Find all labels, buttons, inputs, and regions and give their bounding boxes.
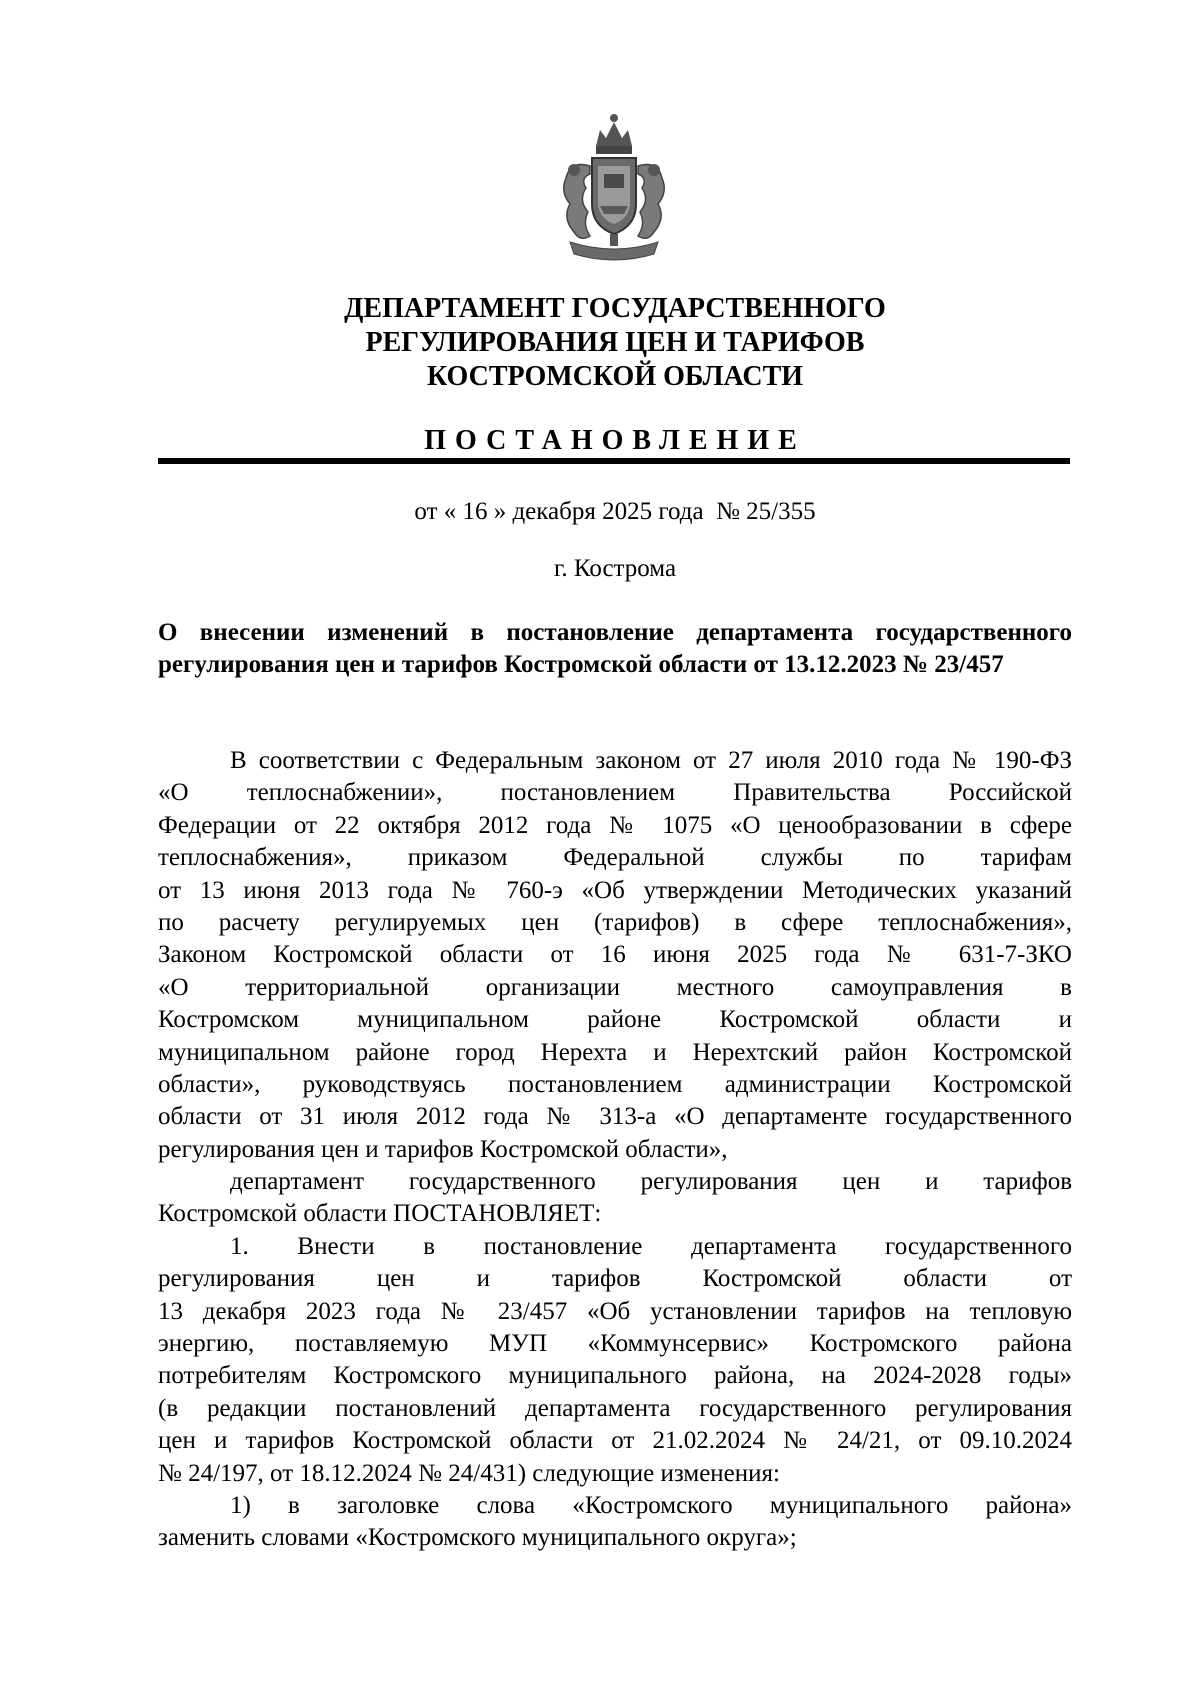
organization-name-line: КОСТРОМСКОЙ ОБЛАСТИ: [426, 361, 804, 392]
body-line: области от 31 июля 2012 года № 313-а «О департаменте государственного: [158, 1103, 1072, 1131]
document-body: [158, 745, 1072, 1555]
body-line: области», руководствуясь постановлением администрации Костромской: [158, 1070, 1072, 1098]
body-line: «О теплоснабжении», постановлением Правительства Российской: [158, 779, 1072, 807]
body-line: Законом Костромской области от 16 июня 2025 года № 631-7-ЗКО: [158, 941, 1072, 969]
document-type-title: ПОСТАНОВЛЕНИЕ: [424, 425, 806, 456]
body-line: энергию, поставляемую МУП «Коммунсервис» Костромского района: [158, 1330, 1072, 1358]
body-line: 13 декабря 2023 года № 23/457 «Об установлении тарифов на тепловую: [158, 1297, 1072, 1325]
organization-name-line: РЕГУЛИРОВАНИЯ ЦЕН И ТАРИФОВ: [365, 327, 865, 358]
body-line: потребителям Костромского муниципального района, на 2024-2028 годы»: [158, 1362, 1072, 1390]
body-line: теплоснабжения», приказом Федеральной службы по тарифам: [158, 844, 1072, 872]
body-line: по расчету регулируемых цен (тарифов) в сфере теплоснабжения»,: [158, 908, 1072, 936]
body-line: цен и тарифов Костромской области от 21.02.2024 № 24/21, от 09.10.2024: [158, 1427, 1072, 1455]
body-line: 1) в заголовке слова «Костромского муниципального района»: [230, 1491, 1072, 1519]
body-line: В соответствии с Федеральным законом от 27 июля 2010 года № 190-ФЗ: [230, 747, 1072, 774]
organization-name: [160, 292, 1070, 394]
body-line: Федерации от 22 октября 2012 года № 1075 «О ценообразовании в сфере: [158, 811, 1072, 839]
document-date-number: от « 16 » декабря 2025 года № 25/355: [414, 498, 816, 525]
subject-line: регулирования цен и тарифов Костромской области от 13.12.2023 № 23/457: [158, 651, 1004, 678]
body-line: регулирования цен и тарифов Костромской области»,: [158, 1135, 728, 1163]
body-line: департамент государственного регулирования цен и тарифов: [230, 1168, 1072, 1196]
body-line: Костромской области ПОСТАНОВЛЯЕТ:: [158, 1200, 602, 1228]
body-line: заменить словами «Костромского муниципального округа»;: [158, 1524, 797, 1552]
body-line: 1. Внести в постановление департамента государственного: [230, 1232, 1072, 1260]
body-line: Костромском муниципальном районе Костромской области и: [158, 1006, 1072, 1034]
coat-of-arms-icon: [540, 108, 688, 268]
body-line: от 13 июня 2013 года № 760-э «Об утверждении Методических указаний: [158, 876, 1072, 904]
body-line: муниципальном районе город Нерехта и Нерехтский район Костромской: [158, 1038, 1072, 1066]
document-subject: [158, 617, 1072, 681]
document-city: г. Кострома: [553, 555, 677, 582]
organization-name-line: ДЕПАРТАМЕНТ ГОСУДАРСТВЕННОГО: [344, 293, 886, 324]
body-line: (в редакции постановлений департамента государственного регулирования: [158, 1394, 1072, 1422]
body-line: регулирования цен и тарифов Костромской области от: [158, 1265, 1072, 1293]
body-line: «О территориальной организации местного самоуправления в: [158, 973, 1072, 1001]
body-line: № 24/197, от 18.12.2024 № 24/431) следующие изменения:: [158, 1459, 780, 1487]
subject-line: О внесении изменений в постановление департамента государственного: [158, 619, 1072, 646]
header-divider: [158, 458, 1070, 464]
